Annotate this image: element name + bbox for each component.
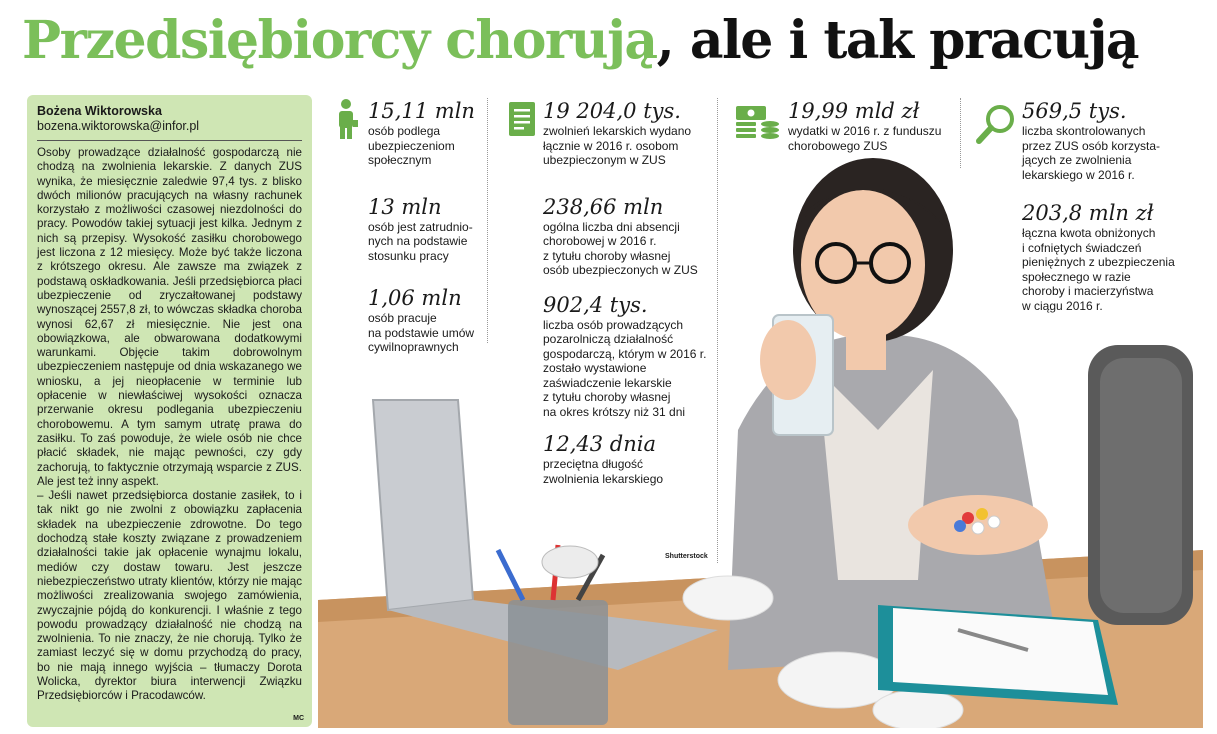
stat-value: 203,8 mln zł — [1022, 201, 1154, 225]
headline-part-green: Przedsiębiorcy chorują — [22, 10, 657, 71]
stat-item — [368, 194, 486, 264]
stat-label: przeciętna długość zwolnienia lekarskiego — [543, 457, 664, 486]
stat-value: 1,06 mln — [368, 286, 462, 310]
stat-item — [368, 285, 486, 355]
stat-value: 238,66 mln — [543, 194, 664, 219]
author-email[interactable]: bozena.wiktorowska@infor.pl — [37, 119, 302, 141]
article-body — [37, 146, 302, 704]
stat-value: 19,99 mld zł — [788, 99, 920, 123]
headline-part-black: , ale i tak pracują — [656, 10, 1139, 71]
headline — [22, 10, 1202, 85]
stat-label: ogólna liczba dni absencji chorobowej w 2016 r. z tytułu choroby własnej osób ubezpieczonych w ZUS — [543, 219, 698, 277]
stat-label: zwolnień lekarskich wydano łącznie w 2016 r. osobom ubezpieczonym w ZUS — [543, 124, 692, 167]
stat-value: 902,4 tys. — [543, 292, 648, 317]
stat-item — [543, 292, 713, 420]
stats-column-3 — [788, 98, 956, 153]
column-divider — [487, 98, 488, 343]
stat-item — [543, 98, 713, 168]
stat-label: liczba skontrolowanych przez ZUS osób korzysta- jących ze zwolnienia lekarskiego w 2016 r. — [1022, 124, 1161, 182]
stats-column-4 — [1022, 98, 1202, 313]
stat-label: liczba osób prowadzących pozarolniczą działalność gospodarczą, którym w 2016 r. zostało wystawione zaświadczenie lekarskie z tytułu choroby własnej na okres krótszy niż 31 dni — [543, 317, 707, 419]
stat-item — [788, 98, 956, 153]
stat-value: 569,5 tys. — [1022, 99, 1127, 123]
stat-item — [543, 431, 713, 486]
stat-label: osób podlega ubezpieczeniom społecznym — [368, 124, 455, 167]
stat-label: łączna kwota obniżonych i cofniętych świadczeń pieniężnych z ubezpieczenia społecznego w razie choroby i macierzyństwa w ciągu 2016 r. — [1022, 226, 1175, 313]
stat-value: 13 mln — [368, 194, 442, 219]
person-icon — [333, 98, 359, 140]
article-paragraph: Osoby prowadzące działalność gospodarczą nie chodzą na zwolnienia lekarskie. Z danych ZUS wynika, że miesięcznie zaledwie 97,4 tys. z blisko dwóch milionów pracujących na własny rachunek korzystało z możliwości czasowej niezdolności do pracy. Powodów takiej sytuacji jest kilka. Jednym z nich są przepisy. Wysokość zasiłku chorobowego jest liczona z 12 miesięcy. Może być także liczona z krótszego okresu. Ale zawsze ma związek z podstawą oskładkowania. Jeśli przedsiębiorca płaci ubezpieczenie od zryczałtowanej podstawy wynoszącej 2557,8 zł, to wówczas składka choroba wynosi 62,67 zł miesięcznie. Nie jest ona obowiązkowa, ale obwarowana dodatkowymi warunkami. Objęcie takim dobrowolnym ubezpieczeniem następuje od dnia wskazanego we wniosku, a jej nieopłacenie w terminie lub opłacenie w niewłaściwej wysokości oznacza przerwanie okresu podlegania ubezpieczeniu chorobowemu. A tym samym utratę prawa do zasiłku. To zaś powoduje, że wiele osób nie chce płacić składek, nie mając pewności, czy gdy zachorują, to faktycznie otrzymają wsparcie z ZUS. Ale jest też inny aspekt. — [37, 146, 302, 488]
money-stack-icon — [734, 104, 782, 140]
stats-column-1 — [368, 98, 486, 355]
author-name: Bożena Wiktorowska — [37, 104, 162, 118]
article-paragraph: – Jeśli nawet przedsiębiorca dostanie zasiłek, to i tak nikt go nie zwolni z obowiązku zapłacenia składek na ubezpieczenie zdrowotne. Do tego dochodzą stałe koszty związane z prowadzeniem działalności takie jak opłacenie wynajmu lokalu, mediów czy dostaw towaru. Jest jeszcze niebezpieczeństwo utraty klientów, którzy nie mając możliwości zrealizowania swojego zamówienia, zwyczajnie pójdą do konkurencji. I właśnie z tego powodu prowadzący działalność nie chodzą na zwolnienia. To nie znaczy, że nie chorują. Tylko że zamiast leczyć się w domu przychodzą do pracy, bo nie mają innego wyjścia – tłumaczy Dorota Wolicka, dyrektor biura interwencji Związku Przedsiębiorców i Pracodawców. — [37, 489, 302, 703]
magnifier-icon — [975, 103, 1017, 145]
document-icon — [507, 100, 537, 138]
stat-item — [1022, 98, 1202, 182]
stat-item — [1022, 200, 1202, 313]
column-divider — [717, 98, 718, 563]
stat-item — [368, 98, 486, 168]
stat-label: wydatki w 2016 r. z funduszu chorobowego ZUS — [788, 124, 942, 153]
photo-credit: Shutterstock — [665, 553, 708, 560]
stat-label: osób jest zatrudnio- nych na podstawie stosunku pracy — [368, 219, 473, 263]
stats-column-2 — [543, 98, 713, 486]
stat-item — [543, 194, 713, 278]
article-sidebar — [27, 95, 312, 727]
stat-value: 12,43 dnia — [543, 432, 656, 456]
column-divider — [960, 98, 961, 168]
stat-value: 15,11 mln — [368, 99, 475, 123]
stat-value: 19 204,0 tys. — [543, 99, 681, 123]
stat-label: osób pracuje na podstawie umów cywilnoprawnych — [368, 311, 475, 354]
author-signature: MC — [293, 715, 304, 722]
